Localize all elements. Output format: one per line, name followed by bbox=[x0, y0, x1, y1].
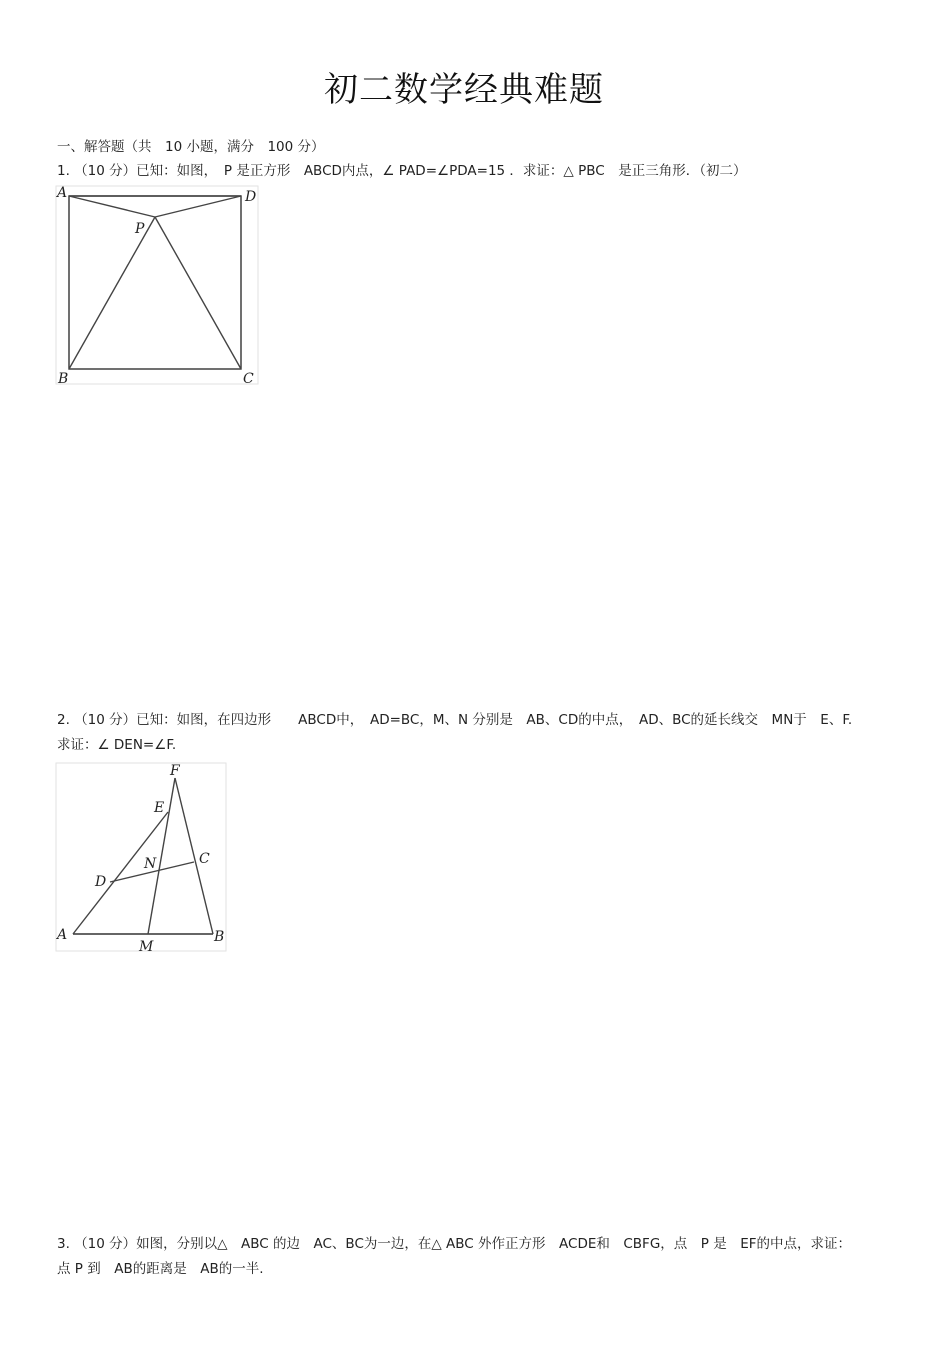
label-d: D bbox=[95, 874, 107, 890]
label-c: C bbox=[243, 371, 254, 387]
page-title: 初二数学经典难题 bbox=[324, 70, 604, 110]
segment-pc bbox=[155, 217, 241, 369]
label-c: C bbox=[199, 851, 210, 867]
segment-pa bbox=[69, 196, 155, 217]
problem-3-statement-line-2: 点 P 到 AB的距离是 AB的一半. bbox=[57, 1261, 264, 1277]
segment-pd bbox=[155, 196, 241, 217]
label-n: N bbox=[144, 856, 157, 872]
line-ae bbox=[73, 812, 168, 934]
label-d: D bbox=[245, 189, 257, 205]
label-f: F bbox=[170, 763, 180, 779]
label-e: E bbox=[154, 800, 165, 816]
problem-1-figure bbox=[55, 185, 265, 390]
label-a: A bbox=[57, 185, 68, 201]
problem-3-statement-line-1: 3. （10 分）如图，分别以△ ABC 的边 AC、BC为一边，在△ ABC 外作正方形 ACDE和 CBFG，点 P 是 EF的中点，求证： bbox=[57, 1236, 852, 1252]
label-b: B bbox=[214, 929, 225, 945]
segment-pb bbox=[69, 217, 155, 369]
label-p: P bbox=[135, 221, 145, 237]
section-heading: 一、解答题（共 10 小题，满分 100 分） bbox=[57, 139, 325, 155]
problem-2-statement-line-2: 求证：∠ DEN=∠F. bbox=[57, 737, 177, 753]
problem-2-figure bbox=[55, 762, 230, 954]
square-abcd bbox=[69, 196, 241, 369]
label-m: M bbox=[139, 939, 154, 955]
label-b: B bbox=[58, 371, 69, 387]
label-a: A bbox=[57, 927, 68, 943]
problem-2-statement-line-1: 2. （10 分）已知：如图，在四边形 ABCD中， AD=BC，M、N 分别是 AB、CD的中点， AD、BC的延长线交 MN于 E、F. bbox=[57, 712, 853, 728]
problem-1-statement: 1. （10 分）已知：如图， P 是正方形 ABCD内点，∠ PAD=∠PDA=15 ．求证：△ PBC 是正三角形．（初二） bbox=[57, 163, 747, 179]
